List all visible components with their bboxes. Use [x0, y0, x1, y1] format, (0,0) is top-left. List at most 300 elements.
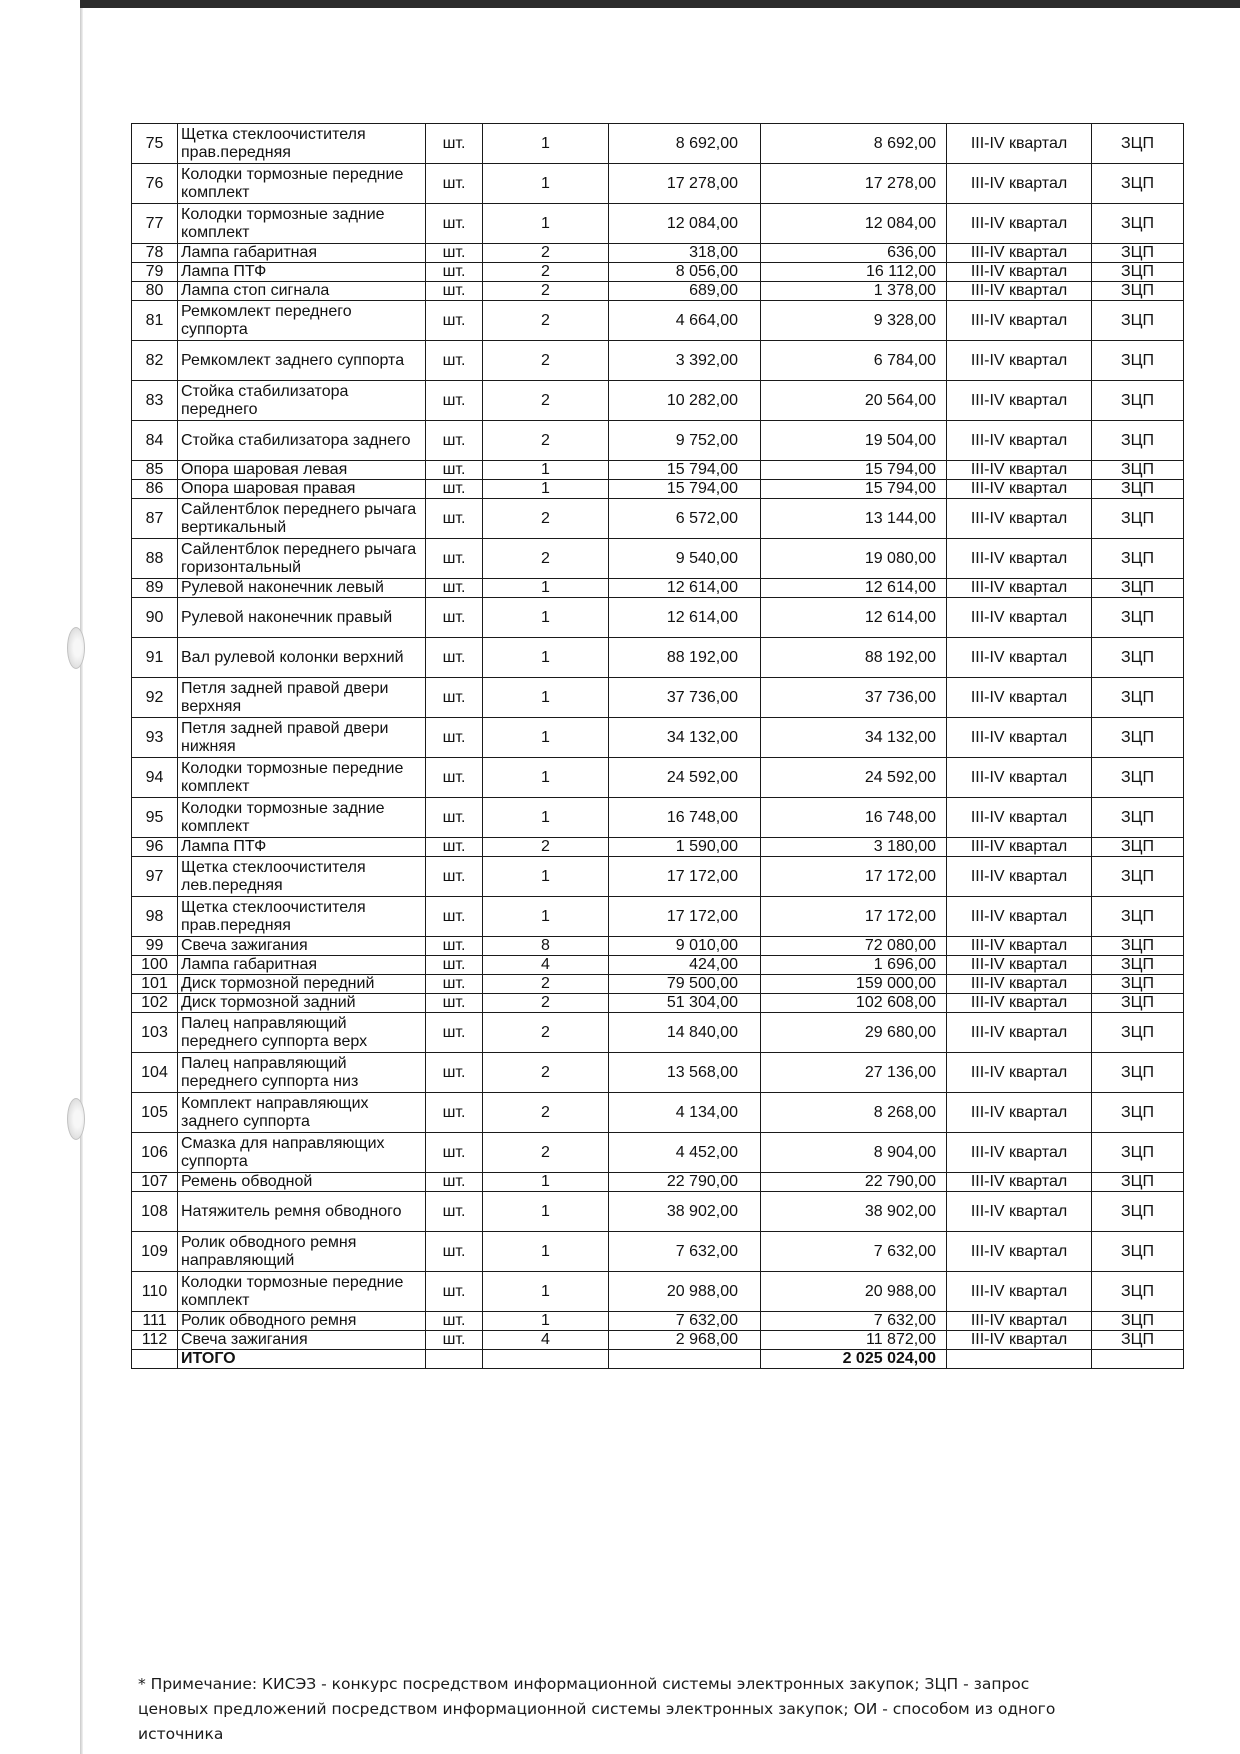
table-row — [132, 638, 1184, 678]
item-quantity: 2 — [483, 381, 609, 421]
procurement-method: ЗЦП — [1092, 1013, 1184, 1053]
procurement-method: ЗЦП — [1092, 758, 1184, 798]
item-name: Щетка стеклоочистителя прав.передняя — [178, 124, 426, 164]
procurement-method: ЗЦП — [1092, 1331, 1184, 1350]
item-total: 9 328,00 — [761, 301, 947, 341]
item-total: 19 080,00 — [761, 539, 947, 579]
item-quantity: 2 — [483, 1013, 609, 1053]
item-unit-price: 8 056,00 — [609, 263, 761, 282]
scan-left-edge — [80, 8, 83, 1754]
table-row — [132, 1272, 1184, 1312]
item-total: 6 784,00 — [761, 341, 947, 381]
item-unit: шт. — [426, 1053, 483, 1093]
item-name: Стойка стабилизатора переднего — [178, 381, 426, 421]
item-total: 102 608,00 — [761, 994, 947, 1013]
item-unit: шт. — [426, 124, 483, 164]
item-unit-price: 13 568,00 — [609, 1053, 761, 1093]
table-row — [132, 341, 1184, 381]
item-quantity: 2 — [483, 975, 609, 994]
row-number: 82 — [132, 341, 178, 381]
item-unit: шт. — [426, 956, 483, 975]
table-row — [132, 244, 1184, 263]
item-unit-price: 4 664,00 — [609, 301, 761, 341]
delivery-period: III-IV квартал — [947, 1133, 1092, 1173]
item-unit-price: 16 748,00 — [609, 798, 761, 838]
row-number: 90 — [132, 598, 178, 638]
footnote: * Примечание: КИСЭЗ - конкурс посредством информационной системы электронных закупок; ЗЦП - запрос ценовых предложений посредством информационной системы электронных закупок; ОИ - способом из одного источника — [138, 1675, 1056, 1743]
delivery-period: III-IV квартал — [947, 956, 1092, 975]
item-quantity: 1 — [483, 164, 609, 204]
row-number: 105 — [132, 1093, 178, 1133]
item-quantity: 1 — [483, 124, 609, 164]
item-name: Ремкомлект переднего суппорта — [178, 301, 426, 341]
row-number: 106 — [132, 1133, 178, 1173]
delivery-period: III-IV квартал — [947, 1272, 1092, 1312]
item-unit: шт. — [426, 937, 483, 956]
table-row — [132, 857, 1184, 897]
item-name: Лампа габаритная — [178, 244, 426, 263]
procurement-method: ЗЦП — [1092, 1232, 1184, 1272]
item-name: Ролик обводного ремня направляющий — [178, 1232, 426, 1272]
delivery-period: III-IV квартал — [947, 381, 1092, 421]
table-row — [132, 1133, 1184, 1173]
item-name: Свеча зажигания — [178, 937, 426, 956]
item-quantity: 1 — [483, 204, 609, 244]
delivery-period: III-IV квартал — [947, 164, 1092, 204]
item-unit: шт. — [426, 1312, 483, 1331]
item-unit-price: 34 132,00 — [609, 718, 761, 758]
item-name: Колодки тормозные задние комплект — [178, 798, 426, 838]
item-unit: шт. — [426, 897, 483, 937]
delivery-period: III-IV квартал — [947, 897, 1092, 937]
item-unit-price: 9 540,00 — [609, 539, 761, 579]
table-row — [132, 124, 1184, 164]
row-number: 95 — [132, 798, 178, 838]
item-total: 7 632,00 — [761, 1312, 947, 1331]
item-total: 22 790,00 — [761, 1173, 947, 1192]
item-name: Лампа стоп сигнала — [178, 282, 426, 301]
row-number: 86 — [132, 480, 178, 499]
item-unit: шт. — [426, 758, 483, 798]
item-quantity: 2 — [483, 1133, 609, 1173]
delivery-period: III-IV квартал — [947, 301, 1092, 341]
table-row — [132, 1232, 1184, 1272]
row-number: 75 — [132, 124, 178, 164]
procurement-method: ЗЦП — [1092, 301, 1184, 341]
table-row — [132, 994, 1184, 1013]
item-name: Рулевой наконечник левый — [178, 579, 426, 598]
item-total: 159 000,00 — [761, 975, 947, 994]
procurement-method: ЗЦП — [1092, 937, 1184, 956]
delivery-period: III-IV квартал — [947, 1232, 1092, 1272]
row-number: 94 — [132, 758, 178, 798]
item-total: 13 144,00 — [761, 499, 947, 539]
item-unit-price: 9 010,00 — [609, 937, 761, 956]
procurement-method: ЗЦП — [1092, 244, 1184, 263]
punch-hole-upper — [67, 627, 85, 669]
item-unit: шт. — [426, 718, 483, 758]
table-row — [132, 164, 1184, 204]
item-total: 20 564,00 — [761, 381, 947, 421]
table-row — [132, 937, 1184, 956]
table-row — [132, 381, 1184, 421]
item-total: 24 592,00 — [761, 758, 947, 798]
procurement-method: ЗЦП — [1092, 994, 1184, 1013]
item-total: 16 748,00 — [761, 798, 947, 838]
item-unit: шт. — [426, 164, 483, 204]
item-unit-price: 689,00 — [609, 282, 761, 301]
delivery-period: III-IV квартал — [947, 263, 1092, 282]
item-name: Сайлентблок переднего рычага горизонтальный — [178, 539, 426, 579]
item-unit-price: 12 614,00 — [609, 598, 761, 638]
delivery-period: III-IV квартал — [947, 718, 1092, 758]
item-unit-price: 4 134,00 — [609, 1093, 761, 1133]
item-total: 12 614,00 — [761, 579, 947, 598]
procurement-method: ЗЦП — [1092, 461, 1184, 480]
item-total: 7 632,00 — [761, 1232, 947, 1272]
total-num-cell — [132, 1350, 178, 1369]
item-quantity: 2 — [483, 341, 609, 381]
procurement-method: ЗЦП — [1092, 1312, 1184, 1331]
table-row — [132, 421, 1184, 461]
procurement-method: ЗЦП — [1092, 598, 1184, 638]
item-name: Опора шаровая правая — [178, 480, 426, 499]
item-name: Рулевой наконечник правый — [178, 598, 426, 638]
item-unit: шт. — [426, 381, 483, 421]
item-unit: шт. — [426, 598, 483, 638]
item-name: Лампа ПТФ — [178, 838, 426, 857]
item-unit-price: 10 282,00 — [609, 381, 761, 421]
item-name: Опора шаровая левая — [178, 461, 426, 480]
item-quantity: 2 — [483, 499, 609, 539]
row-number: 80 — [132, 282, 178, 301]
item-name: Петля задней правой двери нижняя — [178, 718, 426, 758]
table-row — [132, 1093, 1184, 1133]
item-quantity: 1 — [483, 1272, 609, 1312]
item-quantity: 4 — [483, 956, 609, 975]
item-unit: шт. — [426, 204, 483, 244]
procurement-method: ЗЦП — [1092, 499, 1184, 539]
item-total: 11 872,00 — [761, 1331, 947, 1350]
item-unit-price: 15 794,00 — [609, 480, 761, 499]
item-unit-price: 88 192,00 — [609, 638, 761, 678]
procurement-method: ЗЦП — [1092, 204, 1184, 244]
row-number: 76 — [132, 164, 178, 204]
item-unit: шт. — [426, 1133, 483, 1173]
item-unit-price: 2 968,00 — [609, 1331, 761, 1350]
item-unit: шт. — [426, 499, 483, 539]
row-number: 77 — [132, 204, 178, 244]
table-row — [132, 480, 1184, 499]
item-name: Смазка для направляющих суппорта — [178, 1133, 426, 1173]
procurement-method: ЗЦП — [1092, 798, 1184, 838]
item-unit-price: 1 590,00 — [609, 838, 761, 857]
delivery-period: III-IV квартал — [947, 638, 1092, 678]
delivery-period: III-IV квартал — [947, 1093, 1092, 1133]
row-number: 112 — [132, 1331, 178, 1350]
item-total: 19 504,00 — [761, 421, 947, 461]
delivery-period: III-IV квартал — [947, 480, 1092, 499]
item-quantity: 2 — [483, 263, 609, 282]
procurement-method: ЗЦП — [1092, 539, 1184, 579]
row-number: 84 — [132, 421, 178, 461]
item-unit-price: 12 614,00 — [609, 579, 761, 598]
delivery-period: III-IV квартал — [947, 461, 1092, 480]
item-unit: шт. — [426, 857, 483, 897]
item-unit: шт. — [426, 1093, 483, 1133]
item-unit-price: 6 572,00 — [609, 499, 761, 539]
table-row — [132, 758, 1184, 798]
item-total: 38 902,00 — [761, 1192, 947, 1232]
item-quantity: 2 — [483, 421, 609, 461]
item-unit-price: 8 692,00 — [609, 124, 761, 164]
item-total: 27 136,00 — [761, 1053, 947, 1093]
row-number: 111 — [132, 1312, 178, 1331]
delivery-period: III-IV квартал — [947, 124, 1092, 164]
item-quantity: 1 — [483, 598, 609, 638]
total-price-cell — [609, 1350, 761, 1369]
item-quantity: 4 — [483, 1331, 609, 1350]
item-unit-price: 12 084,00 — [609, 204, 761, 244]
delivery-period: III-IV квартал — [947, 798, 1092, 838]
item-quantity: 2 — [483, 282, 609, 301]
item-unit: шт. — [426, 461, 483, 480]
row-number: 99 — [132, 937, 178, 956]
procurement-method: ЗЦП — [1092, 838, 1184, 857]
item-quantity: 1 — [483, 718, 609, 758]
row-number: 79 — [132, 263, 178, 282]
procurement-method: ЗЦП — [1092, 857, 1184, 897]
item-unit-price: 17 172,00 — [609, 857, 761, 897]
item-unit: шт. — [426, 1173, 483, 1192]
total-unit-cell — [426, 1350, 483, 1369]
item-name: Ремень обводной — [178, 1173, 426, 1192]
row-number: 81 — [132, 301, 178, 341]
item-unit: шт. — [426, 301, 483, 341]
row-number: 108 — [132, 1192, 178, 1232]
procurement-table-body — [132, 124, 1184, 1350]
table-row — [132, 579, 1184, 598]
delivery-period: III-IV квартал — [947, 244, 1092, 263]
item-quantity: 1 — [483, 758, 609, 798]
procurement-method: ЗЦП — [1092, 718, 1184, 758]
table-row — [132, 718, 1184, 758]
table-row — [132, 204, 1184, 244]
item-total: 17 278,00 — [761, 164, 947, 204]
item-unit-price: 7 632,00 — [609, 1312, 761, 1331]
table-row — [132, 499, 1184, 539]
item-total: 34 132,00 — [761, 718, 947, 758]
total-value: 2 025 024,00 — [761, 1350, 947, 1369]
delivery-period: III-IV квартал — [947, 1192, 1092, 1232]
item-unit-price: 14 840,00 — [609, 1013, 761, 1053]
item-unit: шт. — [426, 994, 483, 1013]
item-unit: шт. — [426, 1013, 483, 1053]
delivery-period: III-IV квартал — [947, 282, 1092, 301]
table-row — [132, 598, 1184, 638]
row-number: 85 — [132, 461, 178, 480]
item-name: Петля задней правой двери верхняя — [178, 678, 426, 718]
row-number: 88 — [132, 539, 178, 579]
item-total: 636,00 — [761, 244, 947, 263]
item-quantity: 2 — [483, 838, 609, 857]
item-name: Диск тормозной передний — [178, 975, 426, 994]
item-unit: шт. — [426, 838, 483, 857]
item-quantity: 1 — [483, 1192, 609, 1232]
delivery-period: III-IV квартал — [947, 1013, 1092, 1053]
delivery-period: III-IV квартал — [947, 598, 1092, 638]
procurement-method: ЗЦП — [1092, 579, 1184, 598]
item-quantity: 1 — [483, 480, 609, 499]
row-number: 107 — [132, 1173, 178, 1192]
table-row — [132, 1312, 1184, 1331]
item-quantity: 1 — [483, 1232, 609, 1272]
item-unit: шт. — [426, 975, 483, 994]
item-quantity: 8 — [483, 937, 609, 956]
procurement-method: ЗЦП — [1092, 678, 1184, 718]
table-row — [132, 798, 1184, 838]
table-row — [132, 1331, 1184, 1350]
procurement-method: ЗЦП — [1092, 1192, 1184, 1232]
item-unit-price: 4 452,00 — [609, 1133, 761, 1173]
scan-top-edge — [80, 0, 1240, 8]
item-quantity: 2 — [483, 1053, 609, 1093]
procurement-method: ЗЦП — [1092, 282, 1184, 301]
delivery-period: III-IV квартал — [947, 421, 1092, 461]
total-qty-cell — [483, 1350, 609, 1369]
item-total: 29 680,00 — [761, 1013, 947, 1053]
item-total: 15 794,00 — [761, 480, 947, 499]
table-row — [132, 1173, 1184, 1192]
item-unit: шт. — [426, 579, 483, 598]
item-unit: шт. — [426, 1232, 483, 1272]
row-number: 98 — [132, 897, 178, 937]
item-total: 8 268,00 — [761, 1093, 947, 1133]
item-name: Вал рулевой колонки верхний — [178, 638, 426, 678]
item-name: Колодки тормозные задние комплект — [178, 204, 426, 244]
procurement-table — [131, 123, 1184, 1369]
table-row — [132, 678, 1184, 718]
row-number: 109 — [132, 1232, 178, 1272]
procurement-method: ЗЦП — [1092, 164, 1184, 204]
procurement-method: ЗЦП — [1092, 480, 1184, 499]
procurement-method: ЗЦП — [1092, 421, 1184, 461]
delivery-period: III-IV квартал — [947, 937, 1092, 956]
item-quantity: 1 — [483, 798, 609, 838]
item-name: Палец направляющий переднего суппорта верх — [178, 1013, 426, 1053]
procurement-method: ЗЦП — [1092, 1133, 1184, 1173]
item-quantity: 1 — [483, 857, 609, 897]
table-row — [132, 301, 1184, 341]
row-number: 93 — [132, 718, 178, 758]
item-unit-price: 37 736,00 — [609, 678, 761, 718]
item-total: 88 192,00 — [761, 638, 947, 678]
item-unit: шт. — [426, 638, 483, 678]
delivery-period: III-IV квартал — [947, 1053, 1092, 1093]
table-row — [132, 263, 1184, 282]
item-name: Колодки тормозные передние комплект — [178, 1272, 426, 1312]
item-name: Палец направляющий переднего суппорта низ — [178, 1053, 426, 1093]
total-period-cell — [947, 1350, 1092, 1369]
row-number: 89 — [132, 579, 178, 598]
item-total: 72 080,00 — [761, 937, 947, 956]
row-number: 78 — [132, 244, 178, 263]
procurement-method: ЗЦП — [1092, 381, 1184, 421]
item-unit: шт. — [426, 1331, 483, 1350]
procurement-method: ЗЦП — [1092, 124, 1184, 164]
item-total: 15 794,00 — [761, 461, 947, 480]
row-number: 87 — [132, 499, 178, 539]
total-label: ИТОГО — [178, 1350, 426, 1369]
item-quantity: 2 — [483, 244, 609, 263]
row-number: 97 — [132, 857, 178, 897]
item-unit-price: 424,00 — [609, 956, 761, 975]
item-total: 1 378,00 — [761, 282, 947, 301]
row-number: 91 — [132, 638, 178, 678]
item-total: 17 172,00 — [761, 897, 947, 937]
item-unit: шт. — [426, 798, 483, 838]
delivery-period: III-IV квартал — [947, 341, 1092, 381]
delivery-period: III-IV квартал — [947, 1312, 1092, 1331]
delivery-period: III-IV квартал — [947, 838, 1092, 857]
table-row — [132, 956, 1184, 975]
delivery-period: III-IV квартал — [947, 975, 1092, 994]
item-unit-price: 38 902,00 — [609, 1192, 761, 1232]
item-name: Натяжитель ремня обводного — [178, 1192, 426, 1232]
procurement-method: ЗЦП — [1092, 1173, 1184, 1192]
delivery-period: III-IV квартал — [947, 539, 1092, 579]
row-number: 100 — [132, 956, 178, 975]
item-name: Колодки тормозные передние комплект — [178, 164, 426, 204]
item-unit: шт. — [426, 1192, 483, 1232]
item-total: 3 180,00 — [761, 838, 947, 857]
table-row — [132, 461, 1184, 480]
table-row — [132, 539, 1184, 579]
item-total: 16 112,00 — [761, 263, 947, 282]
item-name: Лампа ПТФ — [178, 263, 426, 282]
table-row — [132, 1013, 1184, 1053]
delivery-period: III-IV квартал — [947, 857, 1092, 897]
item-quantity: 1 — [483, 638, 609, 678]
table-row — [132, 897, 1184, 937]
procurement-method: ЗЦП — [1092, 1053, 1184, 1093]
item-unit: шт. — [426, 341, 483, 381]
procurement-method: ЗЦП — [1092, 638, 1184, 678]
item-name: Свеча зажигания — [178, 1331, 426, 1350]
item-total: 8 692,00 — [761, 124, 947, 164]
item-total: 8 904,00 — [761, 1133, 947, 1173]
item-name: Колодки тормозные передние комплект — [178, 758, 426, 798]
procurement-table-wrapper — [131, 123, 1183, 1369]
item-unit-price: 17 172,00 — [609, 897, 761, 937]
row-number: 110 — [132, 1272, 178, 1312]
item-unit: шт. — [426, 263, 483, 282]
delivery-period: III-IV квартал — [947, 994, 1092, 1013]
item-unit-price: 9 752,00 — [609, 421, 761, 461]
item-name: Щетка стеклоочистителя лев.передняя — [178, 857, 426, 897]
item-name: Диск тормозной задний — [178, 994, 426, 1013]
item-unit-price: 51 304,00 — [609, 994, 761, 1013]
item-quantity: 1 — [483, 579, 609, 598]
item-unit: шт. — [426, 282, 483, 301]
item-total: 17 172,00 — [761, 857, 947, 897]
item-unit: шт. — [426, 1272, 483, 1312]
delivery-period: III-IV квартал — [947, 579, 1092, 598]
item-quantity: 1 — [483, 461, 609, 480]
row-number: 104 — [132, 1053, 178, 1093]
row-number: 92 — [132, 678, 178, 718]
item-total: 37 736,00 — [761, 678, 947, 718]
